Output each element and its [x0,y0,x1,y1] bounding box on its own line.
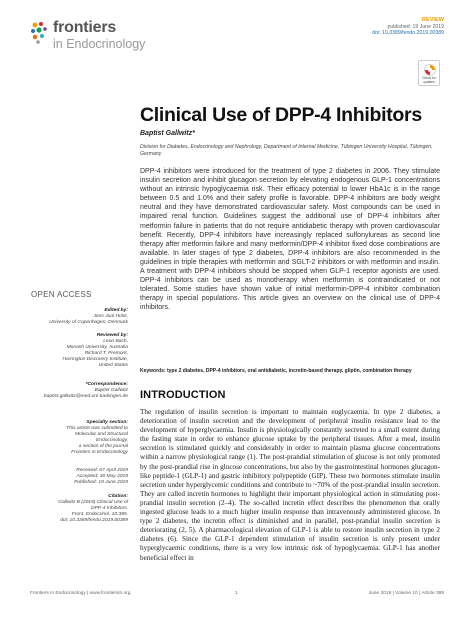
crossmark-label: Check for updates [422,76,436,84]
article-type: REVIEW [421,17,444,23]
reviewed-by: Reviewed by: Leon Bach, Monash University, Australia Richard T. Premont, Harrington Discovery Institute, United States [62,333,128,368]
page-number: 1 [235,591,238,596]
journal-logo[interactable] [29,16,159,52]
doi-link[interactable]: doi: 10.3389/fendo.2019.00389 [372,30,444,37]
citation-doi[interactable]: doi: 10.3389/fendo.2019.00389 [60,518,128,523]
article-dates [36,468,128,486]
open-access-label: OPEN ACCESS [31,290,92,299]
keywords-text: type 2 diabetes, DPP-4 inhibitors, oral antidiabetic, incretin-based therapy, gliptin, combination therapy [166,368,412,374]
article-meta [372,17,444,37]
author-name[interactable]: Baptist Gallwitz* [140,130,195,137]
frontiers-logo-icon [29,20,49,46]
author-affiliation: Division for Diabetes, Endocrinology and Nephrology, Department of Internal Medicine, Tübingen University Hospital, Tübingen, Germany [140,144,433,157]
keywords-label: Keywords: [140,368,166,374]
keywords [140,368,440,374]
specialty-section: Specialty section: This article was submitted to Molecular and Structural Endocrinology, a section of the journal Frontiers in Endocrinology [66,420,128,455]
edited-by: Edited by: Jens Juul Holst, University of Copenhagen, Denmark [49,308,128,325]
published-date-side: Published: 19 June 2019 [74,480,128,485]
accepted-date: Accepted: 30 May 2019 [76,474,128,479]
section-heading-introduction: INTRODUCTION [140,389,226,401]
published-date: published: 19 June 2019 [387,23,444,30]
abstract-text: DPP-4 inhibitors were introduced for the treatment of type 2 diabetes in 2006. They stimulate insulin secretion and inhibit glucagon secretion by elevating endogenous GLP-1 concentrations without an intrinsic hypoglycaemia risk. Their efficacy potential to lower HbA1c is in the range between 0.5 and 1.0% and their safety profile is favorable. DPP-4 inhibitors are body weight neutral and they have demonstrated cardiovascular safety. Most compounds can be used in impaired renal function. Guidelines suggest the additional use of DPP-4 inhibitors after metformin failure in patients that do not require antidiabetic therapy with proven cardiovascular benefit. Recently, DPP-4 inhibitors have increasingly replaced sulfonylureas as second line therapy after metformin failure and many metformin/DPP-4 inhibitor fixed dose combinations are available. In later stages of type 2 diabetes, DPP-4 inhibitors are also recommended in the guidelines in triple therapies with metformin and SGLT-2 inhibitors or with metformin and insulin. A treatment with DPP-4 inhibitors should be stopped when GLP-1 receptor agonists are used. DPP-4 inhibitors can be used as monotherapy when metformin is contraindicated or not tolerated. Some studies have shown value of initial metformin-DPP-4 inhibitor combination therapy in special populations. This article gives an overview on the clinical use of DPP-4 inhibitors. [140,168,440,312]
footer-volume: June 2019 | Volume 10 | Article 389 [368,591,444,596]
footer-journal[interactable]: Frontiers in Endocrinology | www.frontiersin.org [30,591,131,596]
citation: Citation: Gallwitz B (2019) Clinical Use of DPP-4 Inhibitors. Front. Endocrinol. 10:389. doi: 10.3389/fendo.2019.00389 [36,494,128,524]
article-title: Clinical Use of DPP-4 Inhibitors [140,104,422,126]
correspondence: *Correspondence: Baptist Gallwitz baptist.gallwitz@med.uni-tuebingen.de [36,382,128,400]
crossmark-icon [424,64,436,76]
correspondence-email[interactable]: baptist.gallwitz@med.uni-tuebingen.de [43,394,128,399]
journal-subname: in Endocrinology [53,37,146,51]
crossmark-badge[interactable] [418,60,440,86]
journal-name: frontiers [53,19,117,36]
introduction-text: The regulation of insulin secretion is important to maintain euglycaemia. In type 2 diabetes, a deterioration of insulin secretion and the development of peripheral insulin resistance lead to the development of hyperglycaemia. Insulin is physiologically constantly secreted to a small extent during the fasting state in order to enhance glucose uptake by the peripheral tissues. After a meal, insulin secretion is stimulated quickly and considerably in order to maintain plasma glucose concentrations within a narrow physiological range (1). The post-prandial stimulation of glucose is not only promoted by the post-prandial rise in glucose concentrations, but also by the gastrointestinal hormones glucagon-like peptide-1 (GLP-1) and gastric inhibitory polypeptide (GIP). These two hormones stimulate insulin secretion under hyperglycemic conditions and contribute to ~70% of the post-prandial insulin secretion. They are called incretin hormones to highlight their important physiological action in stimulating post-prandial insulin secretion (2–4). The so-called incretin effect describes the phenomenon that orally ingested glucose leads to a much higher insulin response than intravenously administered glucose. In type 2 diabetes, the incretin effect is diminished and in parallel, post-prandial insulin secretion is deteriorating (2, 5). A pharmacological elevation of GLP-1 is able to restore insulin secretion in type 2 diabetes (6). Since the GLP-1 dependent stimulation of insulin secretion is only present under hyperglycaemic conditions, there is a very low intrinsic risk of hypoglycaemia. GLP-1 has another beneficial effect in [140,408,440,562]
received-date: Received: 07 April 2019 [76,468,128,473]
